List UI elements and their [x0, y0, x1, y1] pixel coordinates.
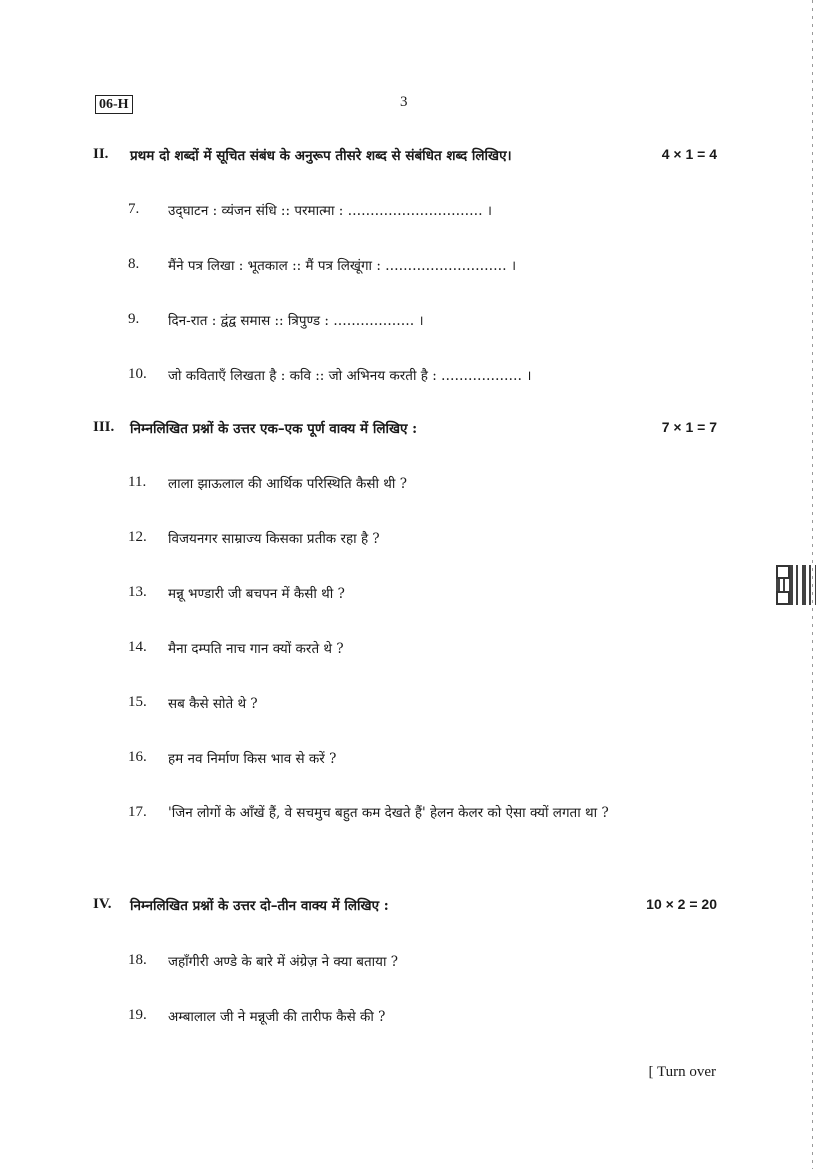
turn-over-note: [ Turn over	[648, 1064, 716, 1080]
paper-code: 06-H	[95, 95, 133, 114]
question-text: 'जिन लोगों के आँखें हैं, वे सचमुच बहुत कम देखते हैं' हेलन केलर को ऐसा क्यों लगता था ?	[168, 805, 609, 821]
question-text: अम्बालाल जी ने मन्नूजी की तारीफ कैसे की ?	[168, 1009, 386, 1025]
question-number: 16.	[128, 749, 147, 765]
question-number: 10.	[128, 366, 147, 382]
question-text: सब कैसे सोते थे ?	[168, 696, 258, 712]
question-text: दिन-रात : द्वंद्व समास :: त्रिपुण्ड : ……………… ।	[168, 313, 424, 329]
section-instruction: प्रथम दो शब्दों में सूचित संबंध के अनुरूप तीसरे शब्द से संबंधित शब्द लिखिए।	[130, 148, 512, 164]
section-number: IV.	[93, 896, 112, 912]
question-number: 15.	[128, 694, 147, 710]
question-text: जो कविताएँ लिखता है : कवि :: जो अभिनय करती है : ……………… ।	[168, 368, 532, 384]
page-edge-divider	[812, 0, 813, 1169]
section-marks: 10 × 2 = 20	[646, 896, 717, 912]
question-number: 12.	[128, 529, 147, 545]
section-number: III.	[93, 419, 115, 435]
question-text: मैना दम्पति नाच गान क्यों करते थे ?	[168, 641, 344, 657]
qr-code-icon	[776, 565, 816, 605]
question-number: 17.	[128, 804, 147, 820]
question-number: 13.	[128, 584, 147, 600]
page-number: 3	[400, 94, 408, 110]
question-text: लाला झाऊलाल की आर्थिक परिस्थिति कैसी थी ?	[168, 476, 407, 492]
section-marks: 7 × 1 = 7	[661, 419, 717, 435]
question-text: मन्नू भण्डारी जी बचपन में कैसी थी ?	[168, 586, 345, 602]
question-text: उद्‌घाटन : व्यंजन संधि :: परमात्मा : ………………………… ।	[168, 203, 492, 219]
question-text: विजयनगर साम्राज्य किसका प्रतीक रहा है ?	[168, 531, 380, 547]
question-number: 8.	[128, 256, 140, 272]
section-marks: 4 × 1 = 4	[661, 146, 717, 162]
question-number: 11.	[128, 474, 147, 490]
question-text: हम नव निर्माण किस भाव से करें ?	[168, 751, 337, 767]
question-number: 19.	[128, 1007, 147, 1023]
question-number: 14.	[128, 639, 147, 655]
question-number: 9.	[128, 311, 140, 327]
section-number: II.	[93, 146, 109, 162]
section-instruction: निम्नलिखित प्रश्नों के उत्तर एक–एक पूर्ण वाक्य में लिखिए :	[130, 421, 418, 437]
question-number: 7.	[128, 201, 140, 217]
question-text: जहाँगीरी अण्डे के बारे में अंग्रेज़ ने क्या बताया ?	[168, 954, 398, 970]
question-number: 18.	[128, 952, 147, 968]
section-instruction: निम्नलिखित प्रश्नों के उत्तर दो–तीन वाक्य में लिखिए :	[130, 898, 389, 914]
question-text: मैंने पत्र लिखा : भूतकाल :: मैं पत्र लिखूंगा : ……………………… ।	[168, 258, 517, 274]
